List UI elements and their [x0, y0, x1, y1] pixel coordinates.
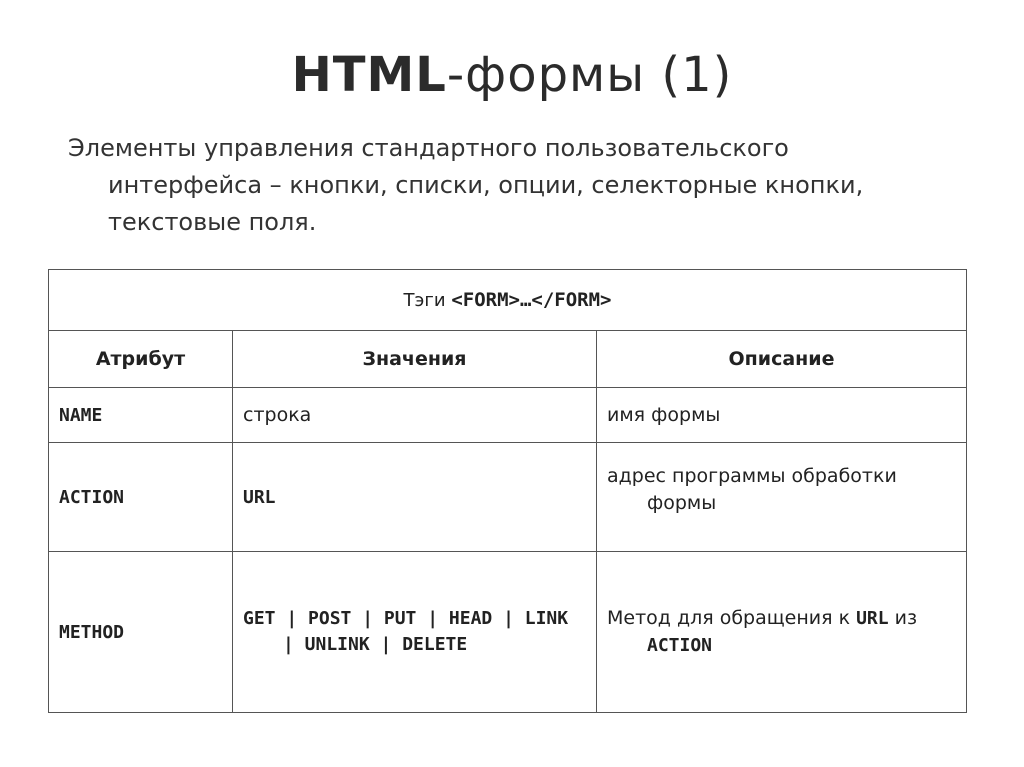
slide-title-bold: HTML — [291, 47, 447, 103]
table-row — [49, 552, 967, 713]
row-name-value: строка — [233, 388, 597, 443]
table-row — [49, 443, 967, 552]
table-row — [49, 388, 967, 443]
row-method-description-url: URL — [856, 608, 889, 629]
intro-line-1: Элементы управления стандартного пользовательского — [68, 134, 789, 162]
row-action-description-line-1: адрес программы обработки — [607, 465, 897, 487]
slide-title-rest: -формы (1) — [446, 47, 733, 103]
table-header-row — [49, 331, 967, 388]
table-caption — [49, 270, 967, 331]
row-method-description — [597, 552, 967, 713]
intro-paragraph — [68, 130, 928, 241]
row-method-description-tail: из — [888, 607, 918, 629]
row-name-description: имя формы — [597, 388, 967, 443]
header-values: Значения — [233, 331, 597, 388]
table-caption-prefix: Тэги — [403, 290, 452, 311]
row-action-value: URL — [233, 443, 597, 552]
intro-line-3: текстовые поля. — [108, 208, 317, 236]
header-attribute: Атрибут — [49, 331, 233, 388]
slide-title — [0, 40, 1024, 110]
row-method-description-text: Метод для обращения к — [607, 607, 857, 629]
intro-line-2: интерфейса – кнопки, списки, опции, селекторные кнопки, — [108, 171, 864, 199]
row-action-description — [597, 443, 967, 552]
row-method-value-line-1: GET | POST | PUT | HEAD | LINK — [243, 608, 569, 629]
row-method-value-line-2: | UNLINK | DELETE — [283, 634, 468, 655]
row-method-value — [233, 552, 597, 713]
row-name-attribute: NAME — [49, 388, 233, 443]
table-caption-row — [49, 270, 967, 331]
row-method-description-action: ACTION — [647, 635, 713, 656]
row-method-attribute: METHOD — [49, 552, 233, 713]
table-caption-code: <FORM>…</FORM> — [451, 289, 612, 311]
row-action-attribute: ACTION — [49, 443, 233, 552]
form-attributes-table — [48, 269, 967, 713]
row-action-description-line-2: формы — [647, 492, 717, 514]
header-description: Описание — [597, 331, 967, 388]
